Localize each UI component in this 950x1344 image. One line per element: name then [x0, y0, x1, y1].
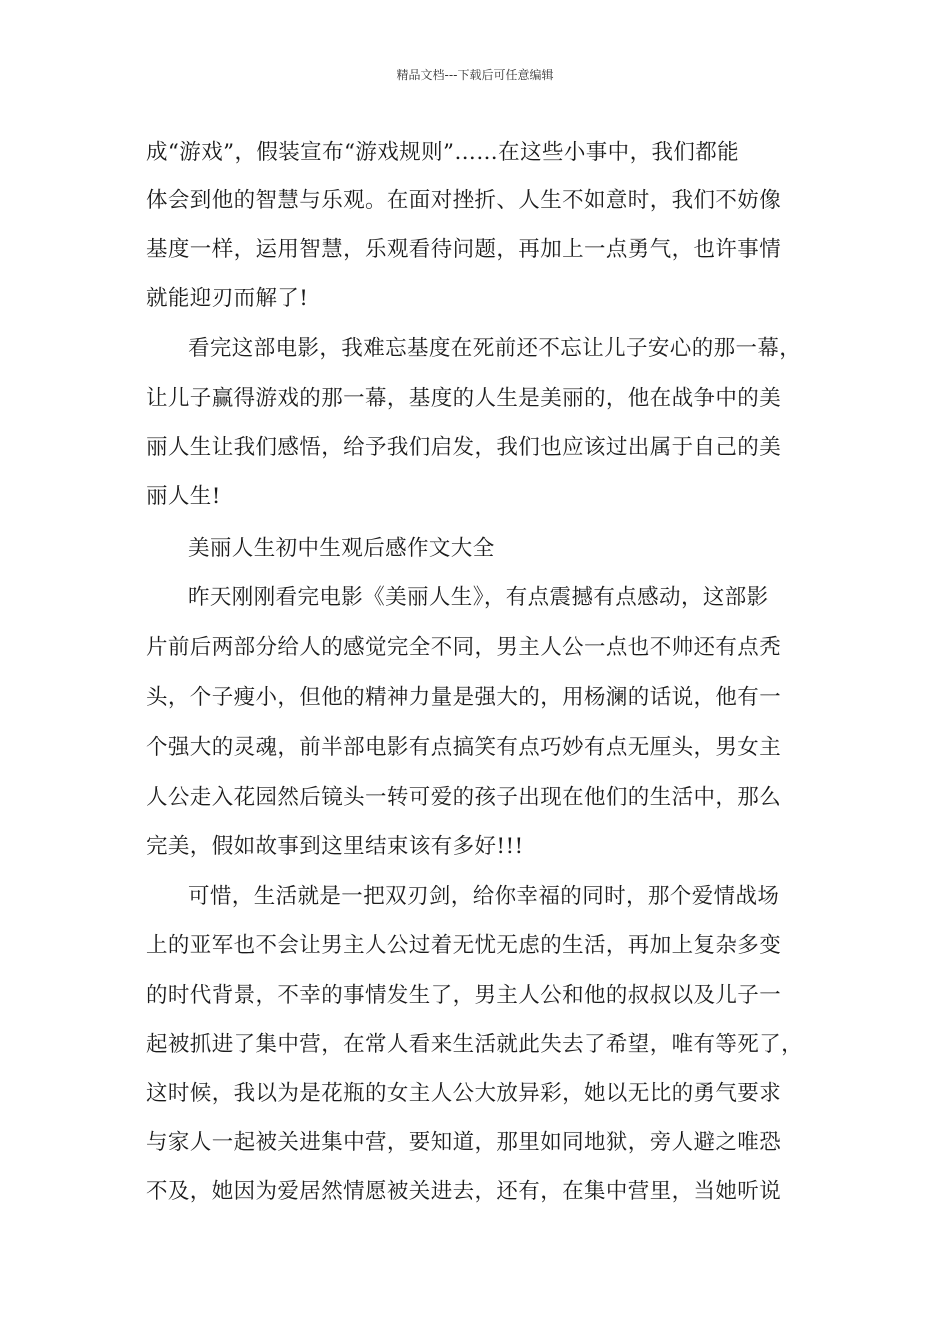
text-line: 个强大的灵魂，前半部电影有点搞笑有点巧妙有点无厘头，男女主 [146, 735, 782, 760]
section-title: 美丽人生初中生观后感作文大全 [188, 536, 495, 561]
text-line: 这时候，我以为是花瓶的女主人公大放异彩，她以无比的勇气要求 [146, 1081, 782, 1106]
text-line: 不及，她因为爱居然情愿被关进去，还有，在集中营里，当她听说 [146, 1179, 782, 1204]
text-line: 人公走入花园然后镜头一转可爱的孩子出现在他们的生活中，那么 [146, 785, 782, 810]
text-line: 起被抓进了集中营，在常人看来生活就此失去了希望，唯有等死了， [146, 1032, 804, 1057]
text-line: 成“游戏”，假装宣布“游戏规则”……在这些小事中，我们都能 [146, 140, 740, 165]
text-line: 丽人生让我们感悟，给予我们启发，我们也应该过出属于自己的美 [146, 435, 782, 460]
text-line: 让儿子赢得游戏的那一幕，基度的人生是美丽的，他在战争中的美 [146, 386, 782, 411]
text-line: 片前后两部分给人的感觉完全不同，男主人公一点也不帅还有点秃 [146, 635, 782, 660]
text-line: 头，个子瘦小，但他的精神力量是强大的，用杨澜的话说，他有一 [146, 685, 782, 710]
text-line: 基度一样，运用智慧，乐观看待问题，再加上一点勇气，也许事情 [146, 237, 782, 262]
text-line: 就能迎刃而解了! [146, 286, 309, 311]
text-line: 丽人生! [146, 484, 221, 509]
paragraph-first-line: 可惜，生活就是一把双刃剑，给你幸福的同时，那个爱情战场 [188, 884, 780, 909]
text-line: 体会到他的智慧与乐观。在面对挫折、人生不如意时，我们不妨像 [146, 188, 782, 213]
text-line: 上的亚军也不会让男主人公过着无忧无虑的生活，再加上复杂多变 [146, 933, 782, 958]
text-line: 的时代背景，不幸的事情发生了，男主人公和他的叔叔以及儿子一 [146, 983, 782, 1008]
text-line: 与家人一起被关进集中营，要知道，那里如同地狱，旁人避之唯恐 [146, 1130, 782, 1155]
paragraph-first-line: 昨天刚刚看完电影《美丽人生》，有点震撼有点感动，这部影 [188, 585, 769, 610]
paragraph-first-line: 看完这部电影，我难忘基度在死前还不忘让儿子安心的那一幕， [188, 336, 802, 361]
text-line: 完美，假如故事到这里结束该有多好!!! [146, 834, 524, 859]
page-header: 精品文档---下载后可任意编辑 [396, 68, 554, 82]
